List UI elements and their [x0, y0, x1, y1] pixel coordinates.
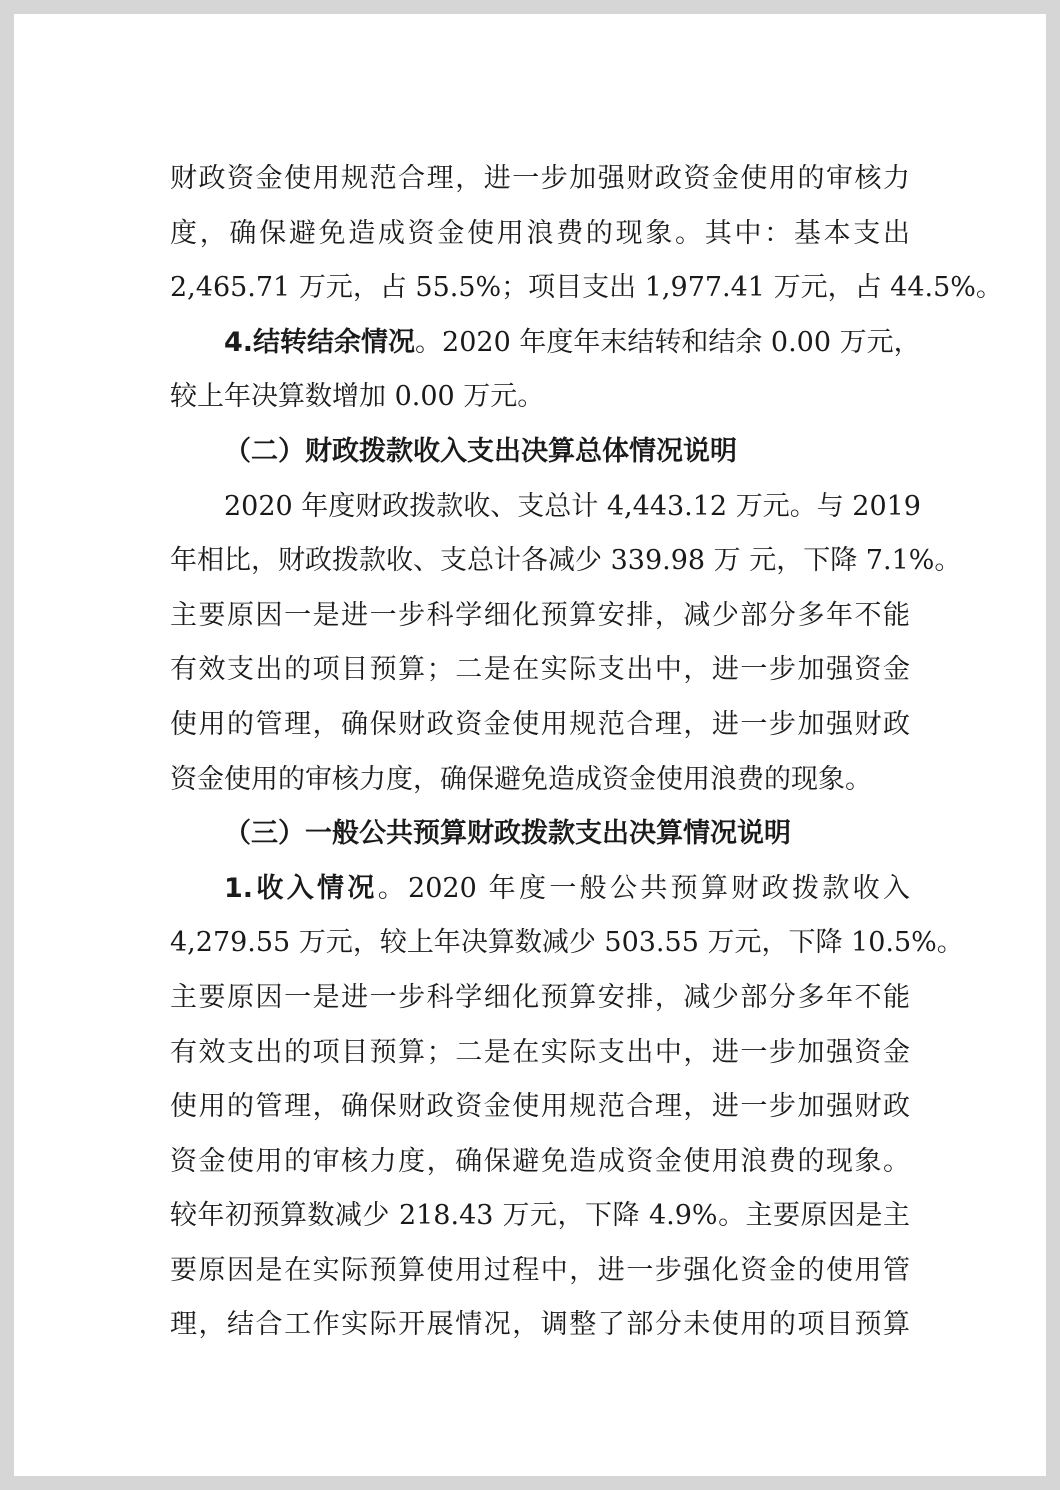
paragraph-line: 2020 年度财政拨款收、支总计 4,443.12 万元。与 2019: [224, 490, 921, 522]
paragraph-line: 较上年决算数增加 0.00 万元。: [170, 381, 545, 413]
paragraph-line: 主要原因一是进一步科学细化预算安排，减少部分多年不能: [170, 599, 910, 631]
paragraph-line: 财政资金使用规范合理，进一步加强财政资金使用的审核力: [170, 163, 910, 194]
document-page: [14, 14, 1046, 1476]
section-heading: （二）财政拨款收入支出决算总体情况说明: [224, 435, 737, 467]
document-body: [170, 152, 1003, 1353]
paragraph-line: 主要原因一是进一步科学细化预算安排，减少部分多年不能: [170, 981, 910, 1013]
paragraph-line: 资金使用的审核力度，确保避免造成资金使用浪费的现象。: [170, 763, 872, 795]
section-lead: 1.收入情况: [224, 872, 378, 904]
paragraph-line: 使用的管理，确保财政资金使用规范合理，进一步加强财政: [170, 1091, 910, 1123]
paragraph-text: 。2020 年度一般公共预算财政拨款收入: [377, 872, 911, 904]
paragraph-line: 有效支出的项目预算；二是在实际支出中，进一步加强资金: [170, 654, 910, 686]
paragraph-line: 度，确保避免造成资金使用浪费的现象。其中：基本支出: [170, 217, 910, 249]
paragraph-line: [170, 862, 910, 917]
paragraph-line: 要原因是在实际预算使用过程中，进一步强化资金的使用管: [170, 1254, 910, 1286]
paragraph-line: 使用的管理，确保财政资金使用规范合理，进一步加强财政: [170, 708, 910, 740]
section-lead: 4.结转结余情况: [224, 326, 416, 358]
paragraph-line: 有效支出的项目预算；二是在实际支出中，进一步加强资金: [170, 1036, 910, 1068]
paragraph-line: 4,279.55 万元，较上年决算数减少 503.55 万元，下降 10.5%。: [170, 927, 964, 959]
paragraph-line: 理，结合工作实际开展情况，调整了部分未使用的项目预算: [170, 1309, 910, 1341]
paragraph-line: 较年初预算数减少 218.43 万元，下降 4.9%。主要原因是主: [170, 1200, 910, 1232]
paragraph-text: 。2020 年度年末结转和结余 0.00 万元，: [415, 326, 921, 358]
paragraph-line: 年相比，财政拨款收、支总计各减少 339.98 万 元，下降 7.1%。: [170, 545, 962, 577]
paragraph-line: 2,465.71 万元，占 55.5%；项目支出 1,977.41 万元，占 44.5%。: [170, 272, 1003, 304]
paragraph-line: [170, 316, 921, 371]
paragraph-line: 资金使用的审核力度，确保避免造成资金使用浪费的现象。: [170, 1145, 910, 1177]
section-heading: （三）一般公共预算财政拨款支出决算情况说明: [224, 818, 791, 850]
